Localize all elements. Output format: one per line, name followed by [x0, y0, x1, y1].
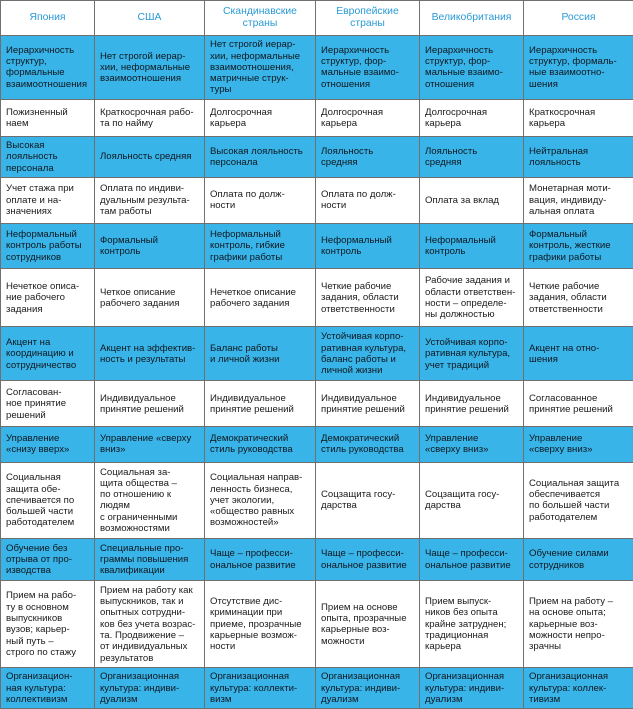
- table-cell-scandinavia: [205, 269, 316, 327]
- table-row: [1, 427, 633, 462]
- cell-text: Оплата по долж- ности: [321, 188, 396, 212]
- cell-text: Обучение без отрыва от про- изводства: [6, 542, 72, 577]
- cell-text: Прием на основе опыта, прозрачные карьерные воз- можности: [321, 601, 407, 647]
- cell-text: Чаще – професси- ональное развитие: [425, 548, 511, 571]
- cell-text: Формальный контроль, жесткие графики работы: [529, 228, 611, 263]
- table-cell-japan: [1, 668, 95, 709]
- table-cell-russia: [524, 177, 633, 223]
- cell-text: Четкие рабочие задания, области ответственности: [529, 280, 607, 315]
- table-cell-europe: [316, 539, 420, 581]
- cell-text: Долгосрочная карьера: [321, 106, 384, 130]
- table-cell-europe: [316, 668, 420, 709]
- table-cell-usa: [95, 668, 205, 709]
- header-russia: Россия: [524, 1, 633, 36]
- cell-text: Оплата по индиви- дуальным результа- там работы: [100, 183, 190, 217]
- cell-text: Индивидуальное принятие решений: [210, 392, 294, 415]
- table-row: [1, 462, 633, 539]
- cell-text: Индивидуальное принятие решений: [100, 392, 184, 415]
- cell-text: Неформальный контроль: [425, 234, 496, 257]
- cell-text: Пожизненный наем: [6, 106, 68, 130]
- cell-text: Рабочие задания и области ответствен- ности – определе- ны должностью: [425, 275, 516, 321]
- cell-text: Социальная направ- ленность бизнеса, учет экологии, «общество равных возможностей»: [210, 472, 303, 529]
- cell-text: Согласованное принятие решений: [529, 392, 613, 415]
- table-cell-scandinavia: [205, 99, 316, 136]
- table-cell-usa: [95, 381, 205, 427]
- cell-text: Высокая лояльность персонала: [6, 140, 58, 174]
- table-cell-europe: [316, 99, 420, 136]
- table-cell-europe: [316, 427, 420, 462]
- cell-text: Организационная культура: индиви- дуализм: [100, 671, 180, 705]
- cell-text: Отсутствие дис- криминации при приеме, прозрачные карьерные возмож- ности: [210, 595, 302, 653]
- cell-text: Организацион- ная культура: коллективизм: [6, 671, 73, 705]
- cell-text: Оплата за вклад: [425, 194, 500, 206]
- cell-text: Социальная защита обеспечивается по большей части работодателем: [529, 477, 620, 523]
- cell-text: Нет строгой иерар- хии, неформальные взаимоотношения, матричные струк- туры: [210, 39, 301, 96]
- table-cell-russia: [524, 269, 633, 327]
- table-cell-scandinavia: [205, 427, 316, 462]
- table-cell-russia: [524, 137, 633, 177]
- cell-text: Организационная культура: коллек- тивизм: [529, 671, 609, 705]
- table-row: [1, 668, 633, 709]
- table-cell-usa: [95, 137, 205, 177]
- table-cell-japan: [1, 99, 95, 136]
- cell-text: Акцент на отно- шения: [529, 342, 600, 365]
- table-cell-usa: [95, 539, 205, 581]
- table-row: [1, 580, 633, 667]
- table-cell-russia: [524, 580, 633, 667]
- table-cell-scandinavia: [205, 177, 316, 223]
- table-cell-scandinavia: [205, 462, 316, 539]
- table-cell-russia: [524, 668, 633, 709]
- table-cell-usa: [95, 269, 205, 327]
- table-cell-europe: [316, 137, 420, 177]
- table-cell-europe: [316, 381, 420, 427]
- cell-text: Нечеткое описание рабочего задания: [210, 286, 297, 309]
- table-cell-usa: [95, 99, 205, 136]
- cell-text: Управление «сверху вниз»: [100, 433, 192, 456]
- header-usa: США: [95, 1, 205, 36]
- cell-text: Организационная культура: индиви- дуализм: [425, 671, 505, 705]
- table-cell-russia: [524, 427, 633, 462]
- table-row: [1, 223, 633, 269]
- table-cell-japan: [1, 427, 95, 462]
- cell-text: Специальные про- граммы повышения квалификации: [100, 542, 189, 577]
- cell-text: Долгосрочная карьера: [210, 106, 273, 130]
- table-cell-japan: [1, 327, 95, 381]
- table-cell-japan: [1, 223, 95, 269]
- cell-text: Монетарная моти- вация, индивиду- альная оплата: [529, 183, 611, 217]
- cell-text: Лояльность средняя: [425, 145, 478, 169]
- table-cell-europe: [316, 462, 420, 539]
- table-cell-uk: [420, 381, 524, 427]
- table-cell-uk: [420, 223, 524, 269]
- cell-text: Чаще – професси- ональное развитие: [321, 548, 407, 571]
- table-cell-europe: [316, 580, 420, 667]
- cell-text: Нет строгой иерар- хии, неформальные взаимоотношения: [100, 50, 191, 85]
- cell-text: Обучение силами сотрудников: [529, 548, 609, 571]
- cell-text: Формальный контроль: [100, 234, 159, 257]
- cell-text: Организационная культура: коллекти- визм: [210, 671, 298, 705]
- cell-text: Управление «снизу вверх»: [6, 433, 70, 456]
- table-cell-uk: [420, 580, 524, 667]
- table-cell-uk: [420, 327, 524, 381]
- table-cell-usa: [95, 223, 205, 269]
- table-cell-europe: [316, 327, 420, 381]
- table-cell-russia: [524, 381, 633, 427]
- table-cell-scandinavia: [205, 223, 316, 269]
- table-cell-scandinavia: [205, 327, 316, 381]
- cell-text: Высокая лояльность персонала: [210, 145, 303, 169]
- cell-text: Социальная защита обе- спечивается по большей части работодателем: [6, 472, 75, 529]
- table-cell-scandinavia: [205, 580, 316, 667]
- table-cell-uk: [420, 269, 524, 327]
- table-cell-scandinavia: [205, 668, 316, 709]
- table-cell-japan: [1, 137, 95, 177]
- table-cell-usa: [95, 177, 205, 223]
- table-row: [1, 99, 633, 136]
- cell-text: Лояльность средняя: [100, 151, 192, 163]
- cell-text: Чаще – професси- ональное развитие: [210, 548, 296, 571]
- header-europe: Европейские страны: [316, 1, 420, 36]
- cell-text: Прием на работу – на основе опыта; карьерные воз- можности непро- зрачны: [529, 595, 614, 653]
- cell-text: Нечеткое описа- ние рабочего задания: [6, 280, 80, 315]
- table-cell-japan: [1, 462, 95, 539]
- table-row: [1, 539, 633, 581]
- header-row: [1, 1, 633, 36]
- table-cell-usa: [95, 580, 205, 667]
- header-scandinavia: Скандинавские страны: [205, 1, 316, 36]
- table-cell-uk: [420, 668, 524, 709]
- table-cell-russia: [524, 539, 633, 581]
- table-cell-uk: [420, 177, 524, 223]
- header-japan: Япония: [1, 1, 95, 36]
- table-cell-usa: [95, 36, 205, 100]
- table-cell-usa: [95, 427, 205, 462]
- cell-text: Неформальный контроль, гибкие графики работы: [210, 228, 285, 263]
- cell-text: Демократический стиль руководства: [321, 433, 404, 456]
- cell-text: Соцзащита госу- дарства: [321, 489, 396, 512]
- table-cell-uk: [420, 427, 524, 462]
- cell-text: Неформальный контроль: [321, 234, 392, 257]
- table-cell-scandinavia: [205, 381, 316, 427]
- table-cell-japan: [1, 580, 95, 667]
- table-cell-japan: [1, 36, 95, 100]
- cell-text: Соцзащита госу- дарства: [425, 489, 500, 512]
- table-cell-japan: [1, 539, 95, 581]
- table-cell-russia: [524, 99, 633, 136]
- cell-text: Краткосрочная карьера: [529, 106, 596, 130]
- cell-text: Управление «сверху вниз»: [425, 433, 489, 456]
- table-cell-japan: [1, 177, 95, 223]
- cell-text: Организационная культура: индиви- дуализм: [321, 671, 401, 705]
- cell-text: Четкие рабочие задания, области ответственности: [321, 280, 399, 315]
- cell-text: Четкое описание рабочего задания: [100, 286, 180, 309]
- cell-text: Индивидуальное принятие решений: [425, 392, 509, 415]
- cell-text: Баланс работы и личной жизни: [210, 342, 280, 365]
- cell-text: Акцент на координацию и сотрудничество: [6, 337, 77, 371]
- cell-text: Индивидуальное принятие решений: [321, 392, 405, 415]
- cell-text: Устойчивая корпо- ративная культура, учет традиций: [425, 337, 511, 371]
- cell-text: Демократический стиль руководства: [210, 433, 293, 456]
- table-cell-scandinavia: [205, 137, 316, 177]
- table-cell-uk: [420, 137, 524, 177]
- cell-text: Иерархичность структур, формаль- ные взаимоотно- шения: [529, 44, 617, 90]
- table-cell-japan: [1, 381, 95, 427]
- cell-text: Неформальный контроль работы сотрудников: [6, 228, 82, 263]
- table-cell-europe: [316, 36, 420, 100]
- cell-text: Акцент на эффектив- ность и результаты: [100, 342, 196, 365]
- table-row: [1, 327, 633, 381]
- table-cell-russia: [524, 36, 633, 100]
- table-cell-uk: [420, 99, 524, 136]
- table-cell-europe: [316, 177, 420, 223]
- table-cell-uk: [420, 36, 524, 100]
- table-row: [1, 269, 633, 327]
- table-cell-usa: [95, 462, 205, 539]
- table-row: [1, 177, 633, 223]
- table-cell-russia: [524, 327, 633, 381]
- table-cell-russia: [524, 462, 633, 539]
- table-row: [1, 137, 633, 177]
- table-cell-europe: [316, 269, 420, 327]
- cell-text: Устойчивая корпо- ративная культура, баланс работы и личной жизни: [321, 331, 407, 377]
- cell-text: Прием на работу как выпускников, так и опытных сотрудни- ков без учета возрас- та. Продвижение – от индивидуальных результатов: [100, 584, 196, 664]
- cell-text: Долгосрочная карьера: [425, 106, 488, 130]
- header-uk: Великобритания: [420, 1, 524, 36]
- cell-text: Оплата по долж- ности: [210, 188, 285, 212]
- table-cell-scandinavia: [205, 539, 316, 581]
- table-cell-uk: [420, 539, 524, 581]
- cell-text: Лояльность средняя: [321, 145, 374, 169]
- cell-text: Прием на рабо- ту в основном выпускников вузов; карьер- ный путь – строго по стажу: [6, 590, 77, 658]
- table-cell-scandinavia: [205, 36, 316, 100]
- cell-text: Иерархичность структур, фор- мальные взаимо- отношения: [425, 44, 503, 90]
- cell-text: Учет стажа при оплате и на- значениях: [6, 183, 74, 217]
- table-cell-japan: [1, 269, 95, 327]
- cell-text: Иерархичность структур, фор- мальные взаимо- отношения: [321, 44, 399, 90]
- table-row: [1, 36, 633, 100]
- cell-text: Социальная за- щита общества – по отношению к людям с ограниченными возможностями: [100, 466, 178, 535]
- table-cell-usa: [95, 327, 205, 381]
- cell-text: Прием выпуск- ников без опыта крайне затруднен; традиционная карьера: [425, 595, 507, 653]
- cell-text: Согласован- ное принятие решений: [6, 386, 67, 421]
- table-cell-europe: [316, 223, 420, 269]
- table-row: [1, 381, 633, 427]
- cell-text: Управление «сверху вниз»: [529, 433, 593, 456]
- table-cell-uk: [420, 462, 524, 539]
- cell-text: Нейтральная лояльность: [529, 145, 589, 169]
- cell-text: Краткосрочная рабо- та по найму: [100, 106, 194, 130]
- cell-text: Иерархичность структур, формальные взаимоотношения: [6, 44, 88, 90]
- table-cell-russia: [524, 223, 633, 269]
